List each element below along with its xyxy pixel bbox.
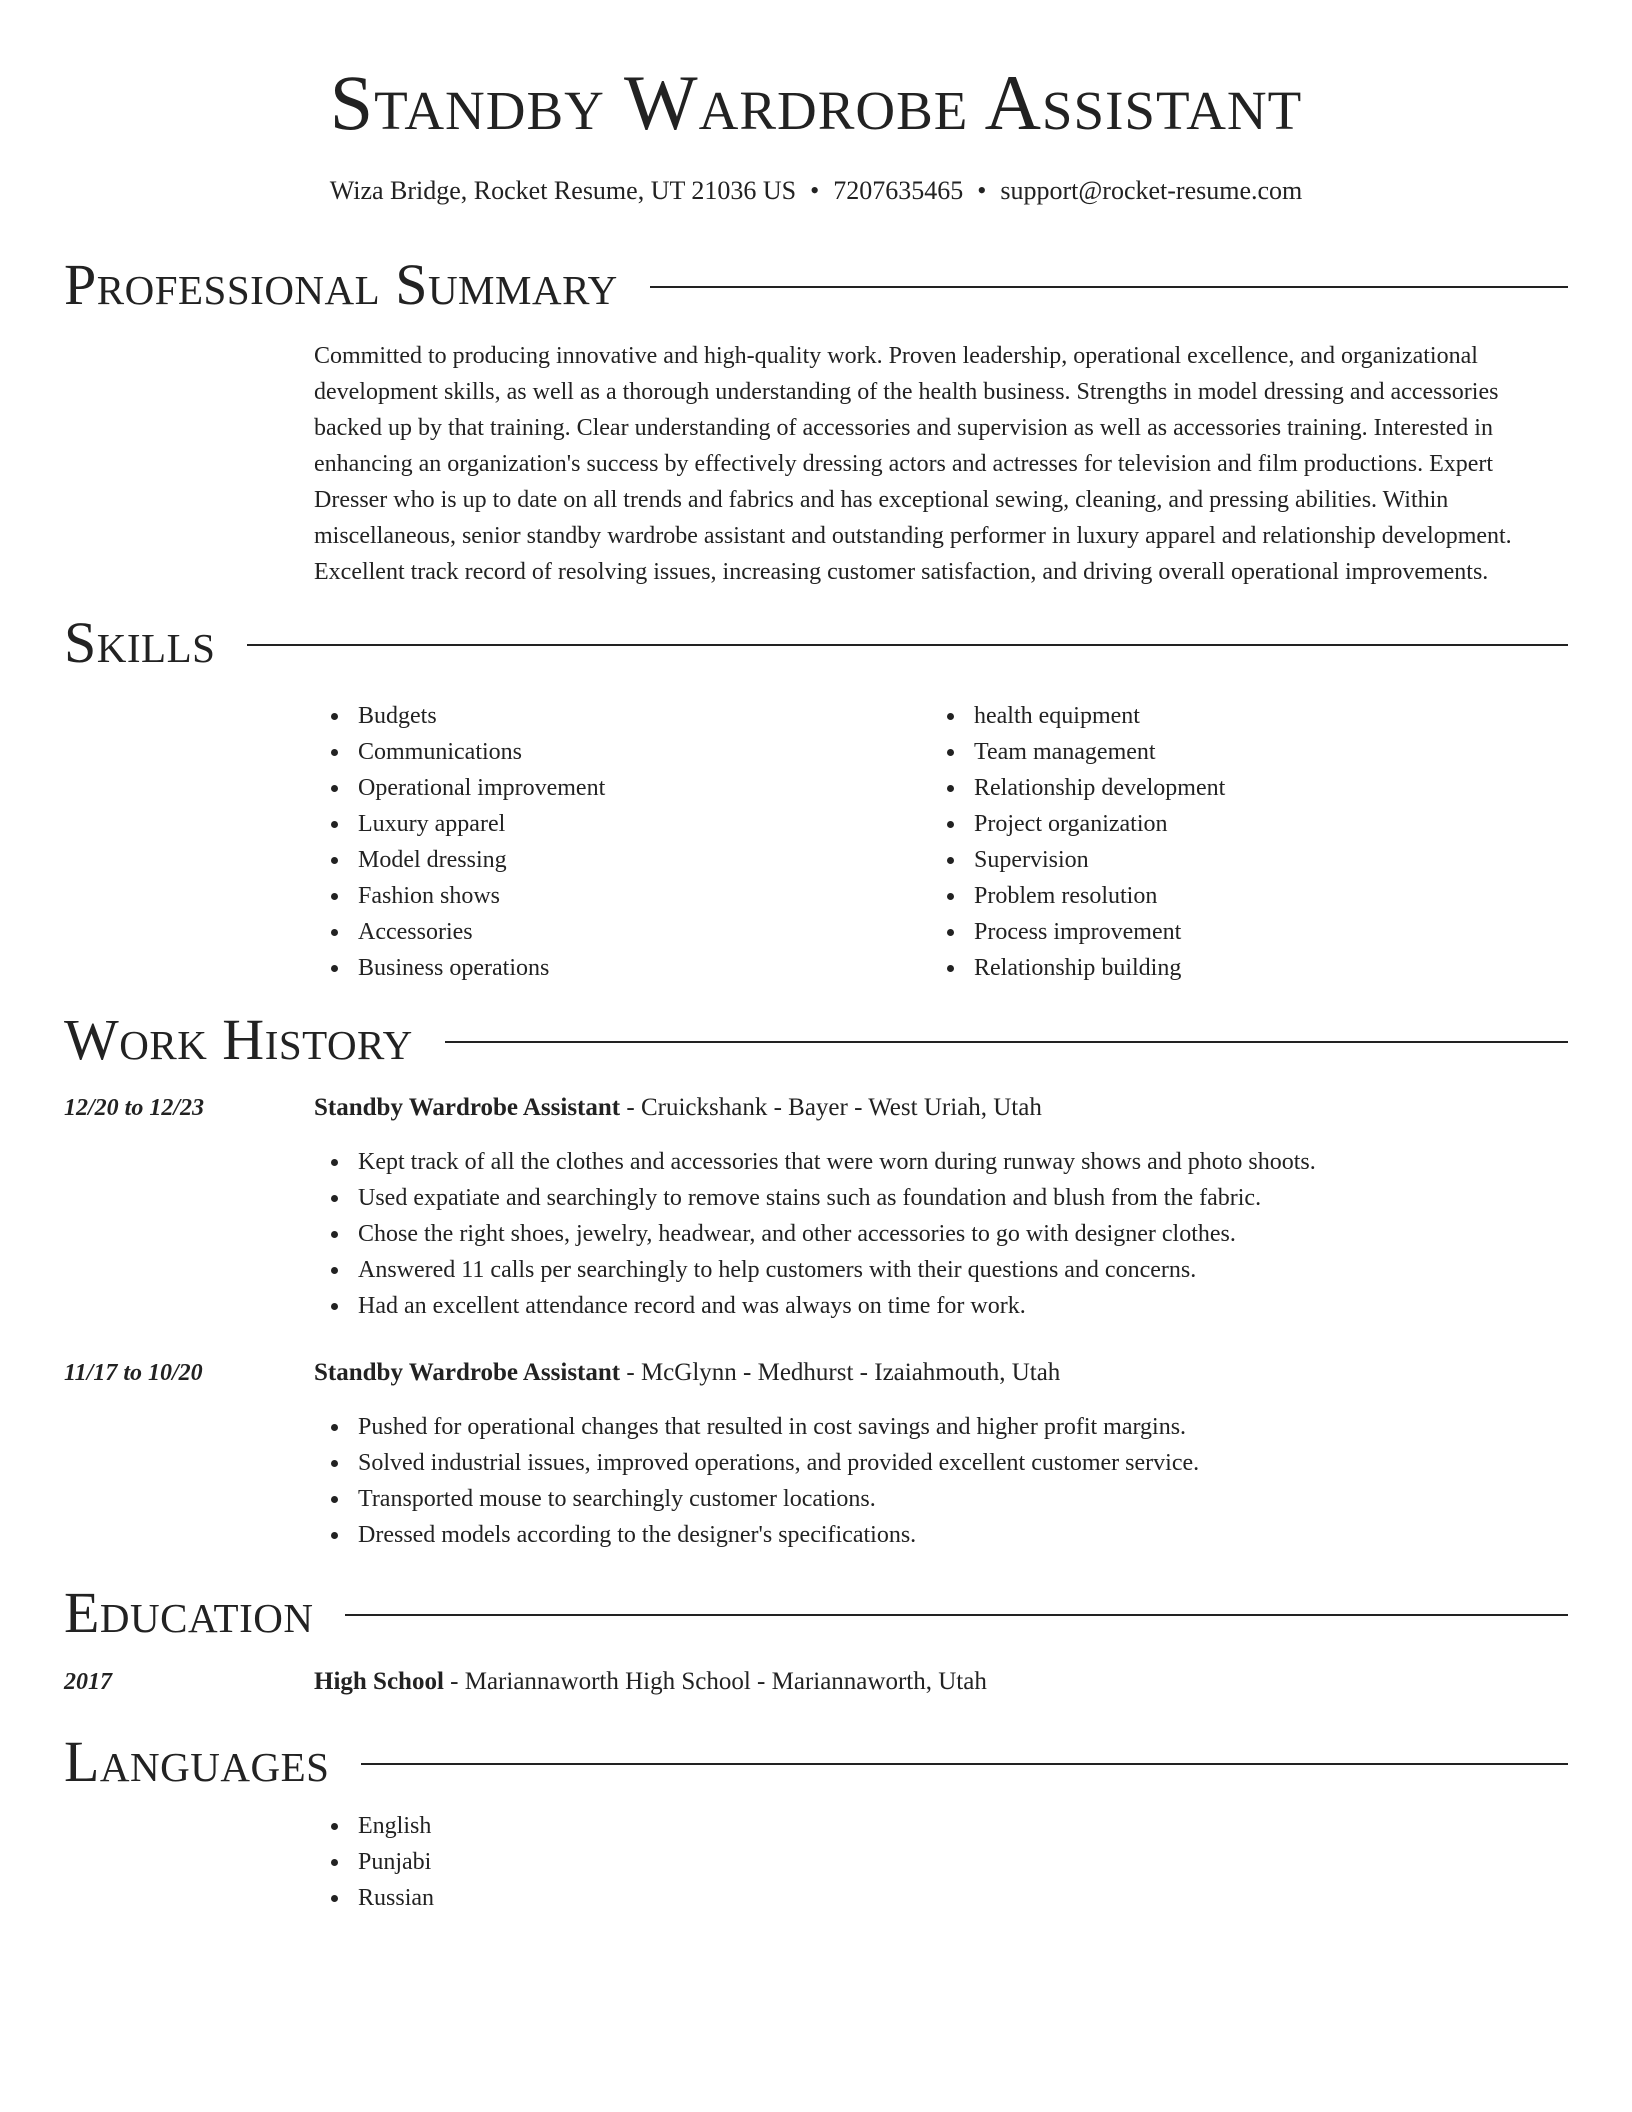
skill-item: Business operations: [358, 950, 874, 986]
skill-item: Supervision: [974, 842, 1570, 878]
job-duty: Solved industrial issues, improved operations, and provided excellent customer service.: [358, 1445, 1568, 1481]
section-work-history: [64, 1005, 1568, 1075]
skill-item: Model dressing: [358, 842, 874, 878]
job-title-line: [314, 1090, 1568, 1126]
skill-item: Luxury apparel: [358, 806, 874, 842]
job-duties: [314, 1409, 1568, 1553]
contact-address: Wiza Bridge, Rocket Resume, UT 21036 US: [329, 176, 797, 205]
skill-item: Operational improvement: [358, 770, 874, 806]
skill-item: Budgets: [358, 698, 874, 734]
job-details: - Cruickshank - Bayer - West Uriah, Utah: [620, 1094, 1042, 1121]
section-heading-work: Work History: [64, 1007, 413, 1072]
job-duty: Answered 11 calls per searchingly to help customers with their questions and concerns.: [358, 1252, 1568, 1288]
skill-item: Relationship development: [974, 770, 1570, 806]
section-heading-education: Education: [64, 1580, 314, 1645]
job-duty: Kept track of all the clothes and accessories that were worn during runway shows and photo shoots.: [358, 1144, 1568, 1180]
skill-item: Fashion shows: [358, 878, 874, 914]
section-languages: [64, 1727, 1568, 1797]
job-dates: 11/17 to 10/20: [64, 1360, 203, 1386]
job-duty: Had an excellent attendance record and was always on time for work.: [358, 1288, 1568, 1324]
skill-item: Accessories: [358, 914, 874, 950]
skill-item: Relationship building: [974, 950, 1570, 986]
summary-text: Committed to producing innovative and high-quality work. Proven leadership, operational excellence, and organizational development skills, as well as a thorough understanding of the health business. Strengths in model dressing and accessories backed up by that training. Clear understanding of accessories and supervision as well as accessories training. Interested in enhancing an organization's success by effectively dressing actors and actresses for television and film productions. Expert Dresser who is up to date on all trends and fabrics and has exceptional sewing, cleaning, and pressing abilities. Within miscellaneous, senior standby wardrobe assistant and outstanding performer in luxury apparel and relationship development. Excellent track record of resolving issues, increasing customer satisfaction, and driving overall operational improvements.: [314, 343, 1512, 585]
skill-item: Communications: [358, 734, 874, 770]
contact-line: [0, 174, 1632, 208]
section-divider: [650, 286, 1568, 288]
languages-list: [314, 1808, 1568, 1916]
section-education: [64, 1578, 1568, 1648]
contact-email: support@rocket-resume.com: [1000, 176, 1303, 205]
job-duties: [314, 1144, 1568, 1324]
skill-item: health equipment: [974, 698, 1570, 734]
skills-column-left: [314, 698, 874, 986]
section-divider: [445, 1041, 1568, 1043]
section-divider: [345, 1614, 1568, 1616]
skill-item: Problem resolution: [974, 878, 1570, 914]
skill-item: Team management: [974, 734, 1570, 770]
job-dates: 12/20 to 12/23: [64, 1095, 205, 1121]
job-duty: Used expatiate and searchingly to remove stains such as foundation and blush from the fabric.: [358, 1180, 1568, 1216]
education-degree: High School: [314, 1668, 444, 1695]
skill-item: Process improvement: [974, 914, 1570, 950]
contact-phone: 7207635465: [833, 176, 964, 205]
job-duty: Pushed for operational changes that resulted in cost savings and higher profit margins.: [358, 1409, 1568, 1445]
education-year: 2017: [64, 1669, 112, 1695]
skills-column-right: [930, 698, 1570, 986]
contact-separator: •: [810, 176, 820, 205]
job-title: Standby Wardrobe Assistant: [314, 1359, 621, 1386]
job-title-line: [314, 1355, 1568, 1391]
section-skills: [64, 608, 1568, 678]
candidate-name: Standby Wardrobe Assistant: [329, 59, 1303, 146]
section-heading-summary: Professional Summary: [64, 252, 618, 317]
education-details: - Mariannaworth High School - Mariannaworth, Utah: [443, 1668, 987, 1695]
section-heading-languages: Languages: [64, 1729, 330, 1794]
skill-item: Project organization: [974, 806, 1570, 842]
section-divider: [361, 1763, 1568, 1765]
language-item: English: [358, 1808, 1568, 1844]
section-divider: [247, 644, 1568, 646]
section-heading-skills: Skills: [64, 610, 216, 675]
job-duty: Chose the right shoes, jewelry, headwear, and other accessories to go with designer clothes.: [358, 1216, 1568, 1252]
section-professional-summary: [64, 250, 1568, 320]
job-duty: Transported mouse to searchingly customer locations.: [358, 1481, 1568, 1517]
language-item: Russian: [358, 1880, 1568, 1916]
language-item: Punjabi: [358, 1844, 1568, 1880]
job-details: - McGlynn - Medhurst - Izaiahmouth, Utah: [620, 1359, 1061, 1386]
education-line: [314, 1664, 1568, 1700]
contact-separator: •: [977, 176, 987, 205]
job-title: Standby Wardrobe Assistant: [314, 1094, 621, 1121]
job-duty: Dressed models according to the designer's specifications.: [358, 1517, 1568, 1553]
